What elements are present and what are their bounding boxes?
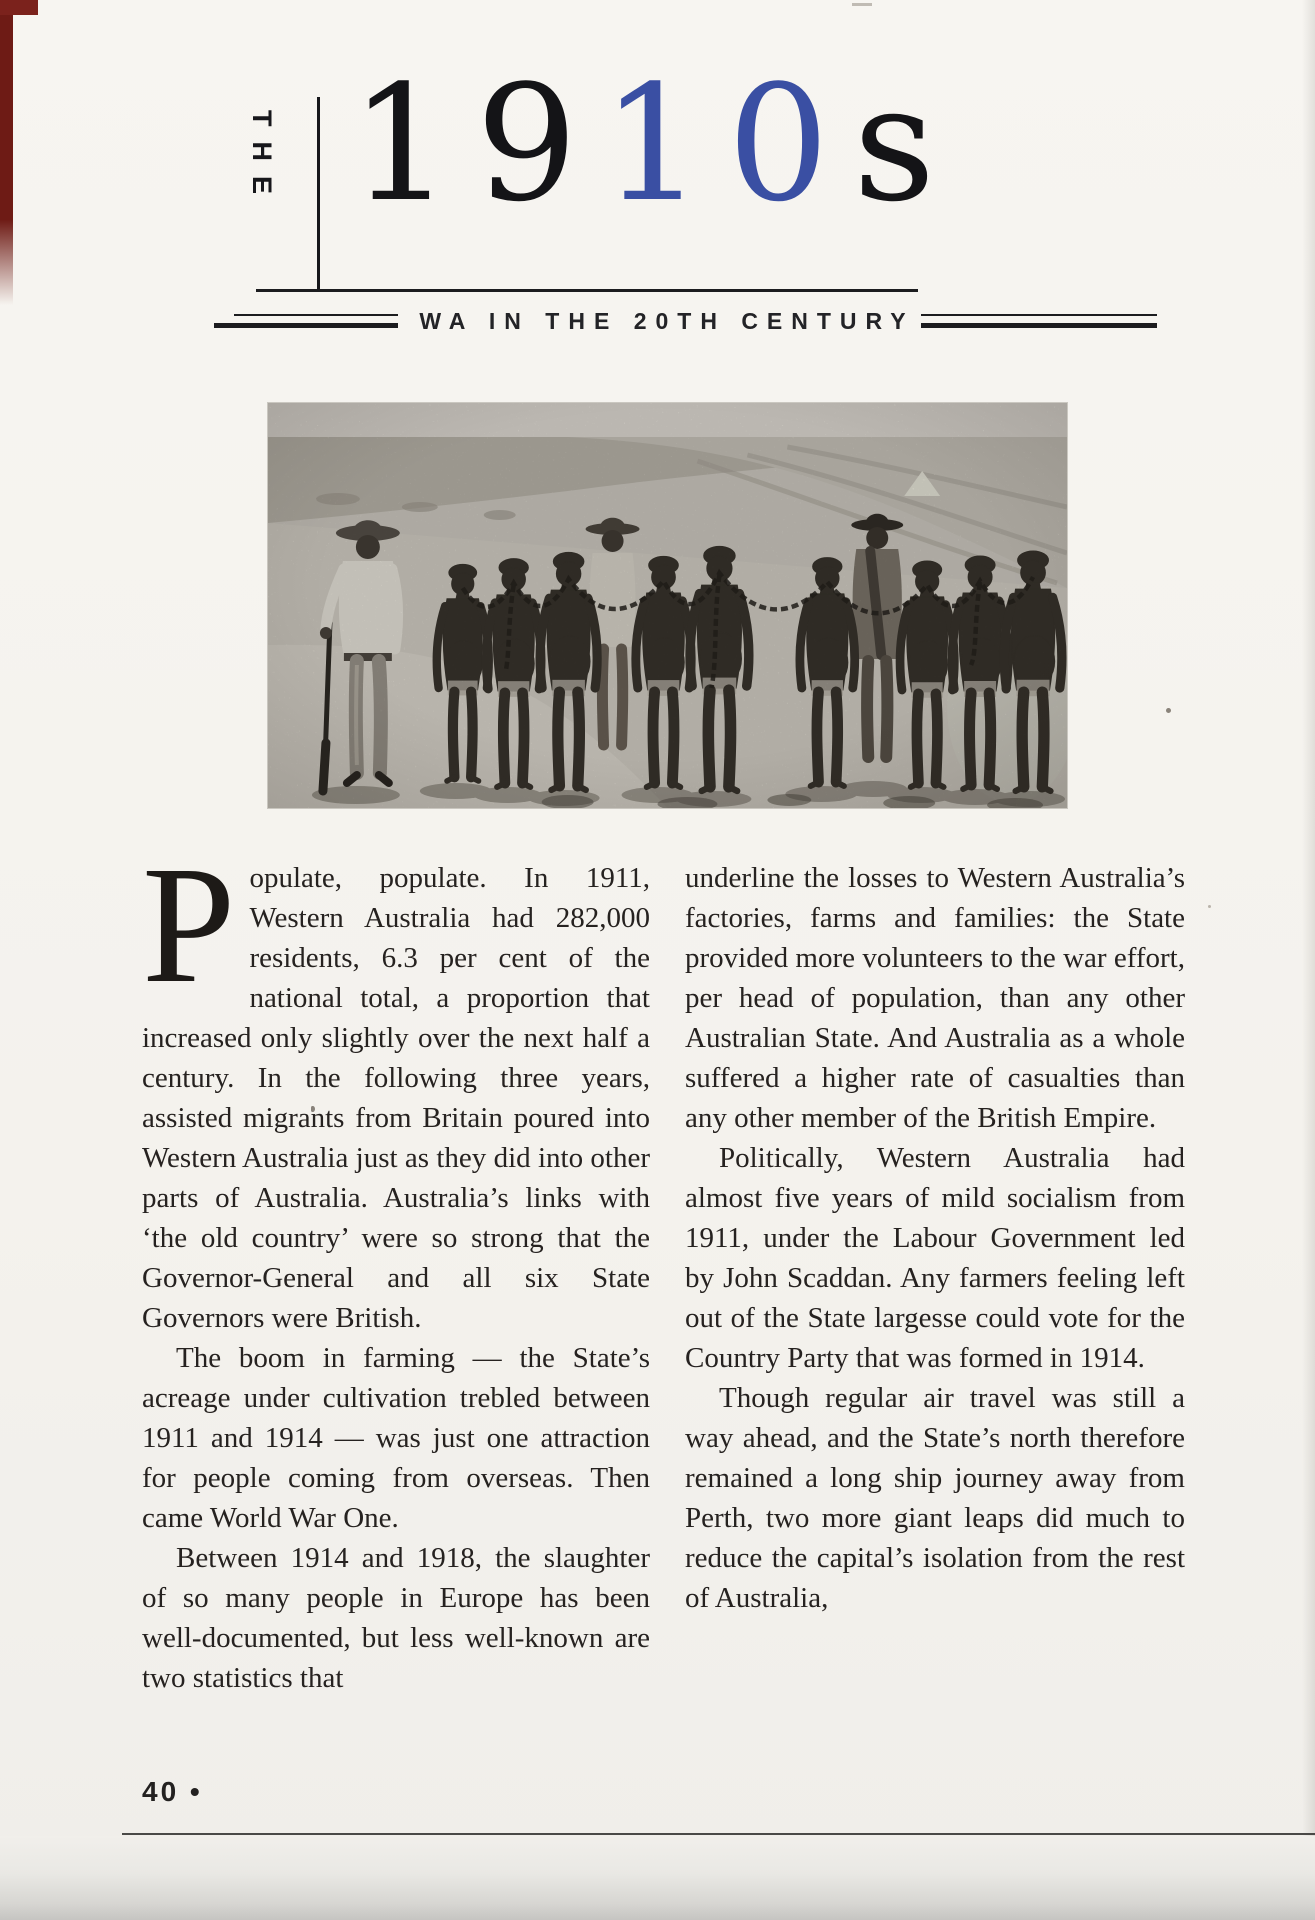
paper-speck bbox=[1208, 905, 1211, 908]
photo-illustration bbox=[268, 403, 1067, 808]
subtitle-rule-left-thin bbox=[234, 314, 398, 316]
paragraph: The boom in farming — the State’s acreage under cultivation trebled between 1911 and 1914 — was just one attraction for people coming from overseas. Then came World War One. bbox=[142, 1342, 650, 1534]
article-column-right bbox=[685, 858, 1185, 1618]
article-column-left bbox=[142, 832, 650, 1698]
paragraph: Though regular air travel was still a way ahead, and the State’s north therefore remained a long ship journey away from Perth, two more giant leaps did much to reduce the capital’s isolation from the rest of Australia, bbox=[685, 1382, 1185, 1614]
title-segment-s: s bbox=[853, 50, 960, 237]
drop-cap: P bbox=[142, 832, 236, 1018]
scan-edge-shade bbox=[1302, 0, 1315, 1920]
subtitle-rule-right-thick bbox=[921, 323, 1157, 328]
subtitle-rule-left-thick bbox=[214, 323, 398, 328]
page-title bbox=[350, 50, 960, 237]
paragraph-text: opulate, populate. In 1911, Western Australia had 282,000 residents, 6.3 per cent of the national total, a proportion that increased only slightly over the next half a century. In the following three years, assisted migrants from Britain poured into Western Australia just as they did into other parts of Australia. Australia’s links with ‘the old country’ were so strong that the Governor-General and all six State Governors were British. bbox=[142, 862, 650, 1334]
page-subtitle: WA IN THE 20TH CENTURY bbox=[419, 308, 915, 334]
paragraph-opening bbox=[142, 832, 650, 1338]
paper-speck bbox=[1166, 708, 1171, 713]
paragraph: underline the losses to Western Australia’s factories, farms and families: the State provided more volunteers to the war effort, per head of population, than any other Australian State. And Australia as a whole suffered a higher rate of casualties than any other member of the British Empire. bbox=[685, 862, 1185, 1134]
paragraph: Between 1914 and 1918, the slaughter of so many people in Europe has been well-documented, but less well-known are two statistics that bbox=[142, 1542, 650, 1694]
historical-photograph bbox=[268, 403, 1067, 808]
title-divider-bar bbox=[317, 97, 320, 292]
scan-bottom-band bbox=[0, 1836, 1315, 1920]
footer-rule bbox=[122, 1833, 1315, 1835]
series-kicker: THE bbox=[247, 110, 277, 209]
title-segment-10: 10 bbox=[601, 50, 854, 237]
scan-corner-mark bbox=[0, 0, 38, 15]
paragraph: Politically, Western Australia had almost five years of mild socialism from 1911, under the Labour Government led by John Scaddan. Any farmers feeling left out of the State largesse could vote for the Country Party that was formed in 1914. bbox=[685, 1142, 1185, 1374]
title-segment-19: 19 bbox=[350, 50, 602, 237]
page-number: 40 • bbox=[142, 1776, 203, 1807]
scan-dust-mark bbox=[852, 3, 872, 6]
title-underline-rule bbox=[256, 289, 918, 292]
subtitle-rule-right-thin bbox=[921, 314, 1157, 316]
scan-edge-strip bbox=[0, 0, 13, 305]
